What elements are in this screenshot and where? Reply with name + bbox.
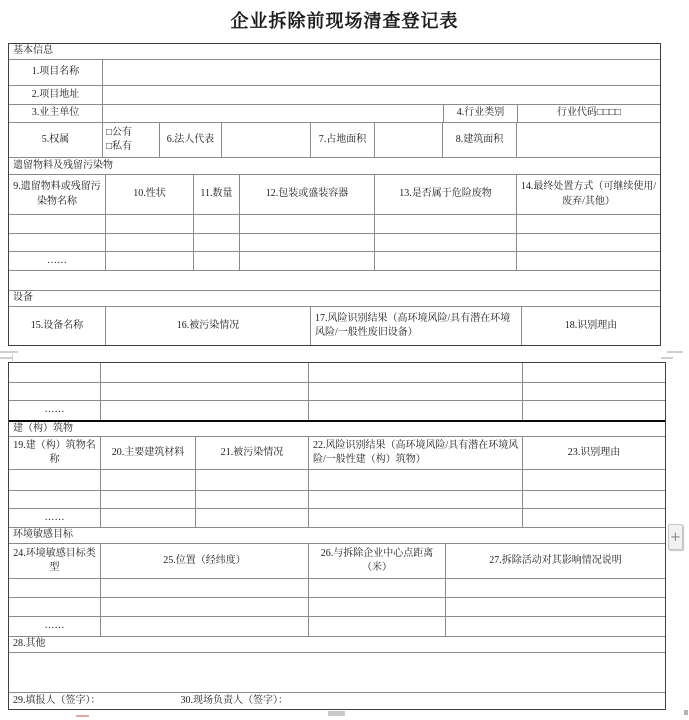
input-cell[interactable] [309,509,523,527]
col-header-env-distance: 26.与拆除企业中心点距离（米） [309,544,446,578]
land-area-label: 7.占地面积 [311,123,375,157]
row-materials-header [9,175,660,215]
input-cell[interactable] [196,509,309,527]
row-env-2 [9,598,665,617]
input-cell[interactable] [309,617,446,636]
section-buildings-label: 建（构）筑物 [13,422,73,434]
input-cell[interactable] [9,271,660,290]
input-cell[interactable] [101,363,309,382]
input-cell[interactable] [9,383,101,400]
owner-input-cell[interactable] [103,105,444,122]
col-header-building-name: 19.建（构）筑物名称 [9,437,101,469]
section-equipment [9,291,660,307]
col-header-material-name: 9.遗留物料或残留污染物名称 [9,175,106,214]
input-cell[interactable] [446,579,665,597]
col-header-material-quantity: 11.数量 [194,175,240,214]
owner-label: 3.业主单位 [9,105,103,122]
input-cell[interactable] [9,579,101,597]
input-cell[interactable] [9,215,106,233]
input-cell[interactable] [523,401,665,420]
ellipsis-cell[interactable]: …… [9,252,106,270]
section-other-label: 28.其他 [13,638,46,650]
col-header-equipment-reason: 18.识别理由 [564,319,618,331]
input-cell[interactable] [523,470,665,490]
ellipsis-cell[interactable]: …… [9,617,101,636]
col-header-material-property: 10.性状 [106,175,194,214]
building-area-input-cell[interactable] [517,123,660,157]
row-signatures [9,693,665,709]
row-env-header [9,544,665,579]
form-title: 企业拆除前现场清查登记表 [230,11,459,31]
input-cell[interactable] [240,234,375,251]
land-area-input-cell[interactable] [375,123,443,157]
row-buildings-ellipsis [9,509,665,528]
reporter-signature-label: 29.填报人（签字）： [13,694,101,706]
row-materials-blank [9,271,660,291]
row-materials-2 [9,234,660,252]
ownership-options-cell [103,123,160,157]
input-cell[interactable] [9,491,101,508]
section-other [9,637,665,653]
input-cell[interactable] [240,252,375,270]
section-buildings [9,420,665,437]
input-cell[interactable] [309,363,523,382]
section-basic-info-label: 基本信息 [13,45,53,57]
section-materials [9,158,660,175]
row-owner-industry [9,105,660,123]
input-cell[interactable] [517,215,660,233]
input-cell[interactable] [446,617,665,636]
input-cell[interactable] [101,617,309,636]
row-buildings-2 [9,491,665,509]
input-cell[interactable] [309,491,523,508]
project-address-input-cell[interactable] [103,86,660,104]
input-cell[interactable] [101,383,309,400]
signatures-cell[interactable] [9,693,665,709]
input-cell[interactable] [101,491,196,508]
row-buildings-header [9,437,665,470]
project-name-input-cell[interactable] [103,60,660,85]
input-cell[interactable] [517,252,660,270]
input-cell[interactable] [375,252,517,270]
col-header-env-impact: 27.拆除活动对其影响情况说明 [489,554,622,566]
input-cell[interactable] [196,491,309,508]
row-other-input [9,653,665,693]
input-cell[interactable] [523,363,665,382]
ellipsis-cell[interactable]: …… [9,509,101,527]
building-area-label: 8.建筑面积 [443,123,517,157]
input-cell[interactable] [523,383,665,400]
input-cell[interactable] [9,363,101,382]
row-env-1 [9,579,665,598]
row-materials-1 [9,215,660,234]
page-break-mark [661,357,673,359]
input-cell[interactable] [309,383,523,400]
checkbox-private[interactable]: □私有 [106,141,133,152]
input-cell[interactable] [106,215,194,233]
input-cell[interactable] [9,598,101,616]
col-header-equipment-risk: 17.风险识别结果（高环境风险/具有潜在环境风险/一般性废旧设备） [311,307,522,345]
input-cell[interactable] [523,491,665,508]
row-project-name [9,60,660,86]
industry-code-cell[interactable]: 行业代码□□□□ [556,107,622,119]
section-basic-info [9,44,660,60]
col-header-equipment-pollution: 16.被污染情况 [106,307,311,345]
page-break-mark [0,351,18,353]
row-equipment-ellipsis [9,401,665,420]
page-corner-artifact [684,710,688,715]
input-cell[interactable] [194,252,240,270]
row-materials-ellipsis [9,252,660,271]
input-cell[interactable] [9,234,106,251]
input-cell[interactable] [309,401,523,420]
input-cell[interactable] [101,470,196,490]
input-cell[interactable] [194,234,240,251]
ellipsis-cell[interactable]: …… [9,401,101,420]
input-cell[interactable] [9,470,101,490]
input-cell[interactable] [309,470,523,490]
form-page-1 [8,43,661,346]
input-cell[interactable] [309,579,446,597]
legal-rep-label: 6.法人代表 [160,123,222,157]
row-buildings-1 [9,470,665,491]
input-cell[interactable] [375,234,517,251]
ownership-label: 5.权属 [9,123,103,157]
checkbox-public[interactable]: □公有 [106,126,133,138]
col-header-building-material: 20.主要建筑材料 [101,437,196,469]
col-header-env-type: 24.环境敏感目标类型 [9,544,101,578]
row-env-ellipsis [9,617,665,637]
input-cell[interactable] [106,234,194,251]
input-cell[interactable] [101,598,309,616]
project-address-label: 2.项目地址 [9,86,103,104]
section-materials-label: 遗留物料及残留污染物 [13,159,113,171]
section-env-targets [9,528,665,544]
col-header-building-reason: 23.识别理由 [567,446,621,458]
col-header-material-hazardous: 13.是否属于危险废物 [375,175,517,214]
industry-label: 4.行业类别 [444,105,518,122]
input-cell[interactable] [101,509,196,527]
input-cell[interactable] [101,579,309,597]
page-break-mark [12,354,13,361]
add-button[interactable]: + [668,524,683,550]
site-manager-signature-label: 30.现场负责人（签字）： [180,694,288,706]
row-ownership [9,123,660,158]
input-cell[interactable] [523,509,665,527]
table-handle-artifact [328,711,345,716]
form-page-2 [8,362,666,710]
input-cell[interactable] [446,598,665,616]
input-cell[interactable] [309,598,446,616]
input-cell[interactable] [9,653,665,692]
col-header-building-pollution: 21.被污染情况 [196,437,309,469]
page-break-mark [667,351,683,353]
spellcheck-underline-artifact [76,715,89,717]
section-env-targets-label: 环境敏感目标 [13,529,73,541]
section-equipment-label: 设备 [13,292,33,304]
legal-rep-input-cell[interactable] [222,123,311,157]
row-equipment-1 [9,363,665,383]
col-header-material-container: 12.包装或盛装容器 [240,175,375,214]
input-cell[interactable] [375,215,517,233]
col-header-equipment-name: 15.设备名称 [9,307,106,345]
row-equipment-header [9,307,660,345]
project-name-label: 1.项目名称 [9,60,103,85]
col-header-building-risk: 22.风险识别结果（高环境风险/具有潜在环境风险/一般性建（构）筑物） [309,437,523,469]
input-cell[interactable] [194,215,240,233]
input-cell[interactable] [517,234,660,251]
col-header-env-location: 25.位置（经纬度） [101,544,309,578]
input-cell[interactable] [240,215,375,233]
input-cell[interactable] [106,252,194,270]
col-header-material-disposal: 14.最终处置方式（可继续使用/废弃/其他） [520,181,657,207]
row-project-address [9,86,660,105]
input-cell[interactable] [101,401,309,420]
row-equipment-2 [9,383,665,401]
input-cell[interactable] [196,470,309,490]
